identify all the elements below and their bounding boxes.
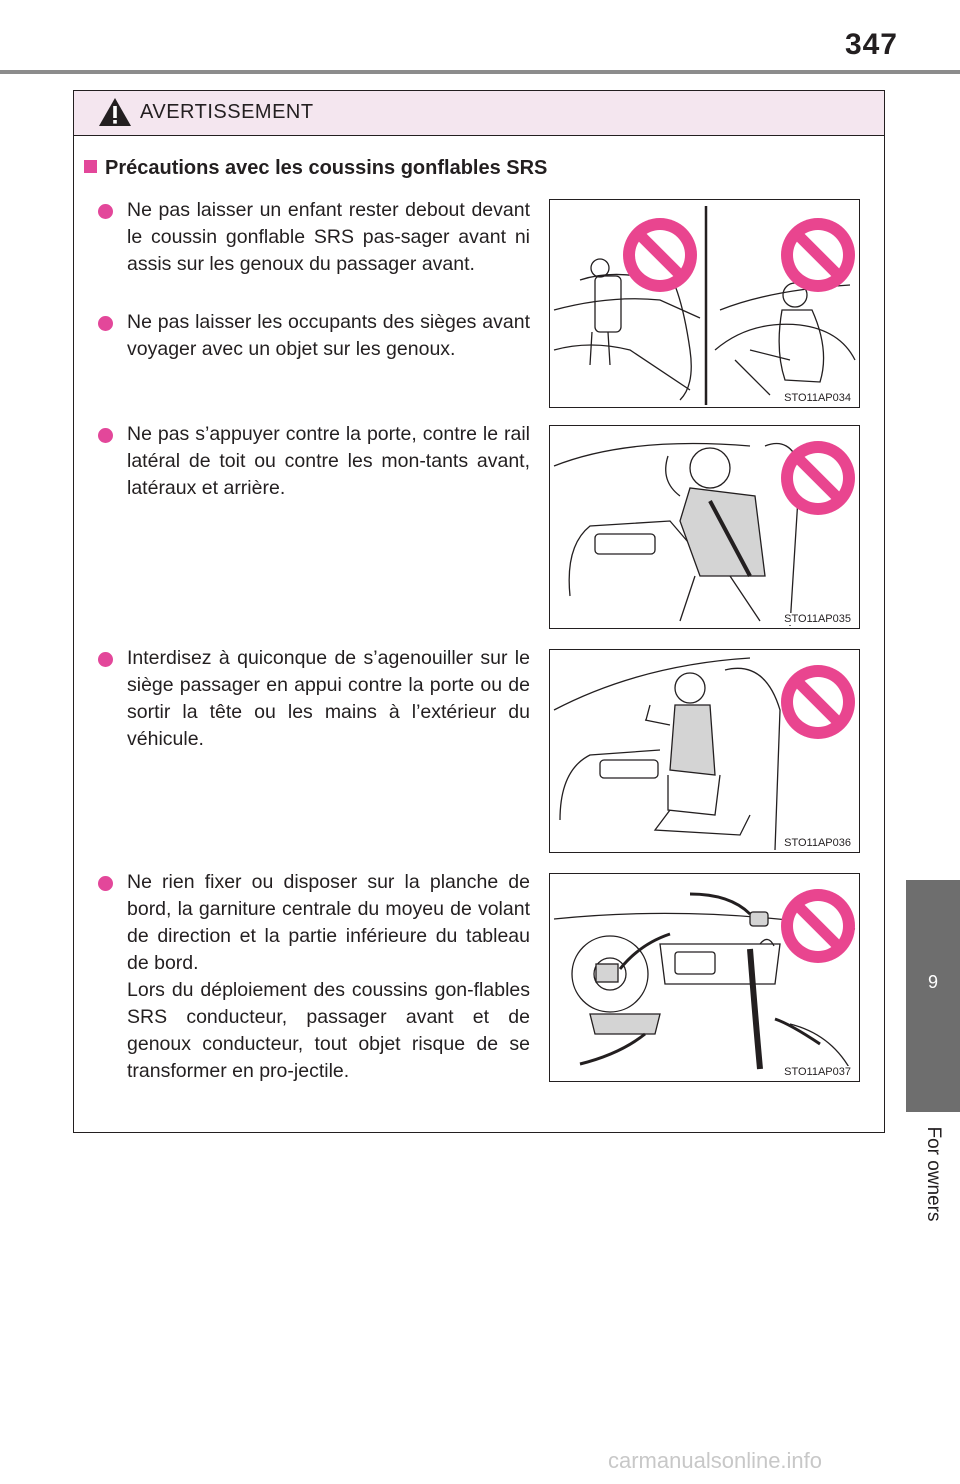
section-title-text: Précautions avec les coussins gonflables SRS [105,157,548,179]
warning-item [98,309,530,363]
figure-code: STO11AP034 [784,392,851,404]
chapter-number: 9 [927,972,938,992]
item-text: Interdisez à quiconque de s’agenouiller sur le siège passager en appui contre la porte ou de sortir la tête ou les mains à l’extérieur du véhicule. [127,647,530,750]
section-square-icon [84,160,97,173]
header-rule [0,70,960,74]
watermark: carmanualsonline.info [608,1448,823,1473]
illustration-dashboard-objects [549,873,860,1082]
chapter-label-box [905,1112,959,1242]
section-title [84,157,547,180]
bullet-icon [98,204,113,219]
prohibition-icon [781,441,855,515]
prohibition-icon [781,665,855,739]
illustration-leaning-door [549,425,860,629]
interior-line-art [550,650,860,853]
warning-item [98,197,530,278]
warning-header [74,91,884,136]
warning-item [98,421,530,502]
interior-line-art [550,200,860,408]
item-text: Ne pas laisser un enfant rester debout devant le coussin gonflable SRS pas-sager avant ni assis sur les genoux du passager avant. [127,199,530,275]
page-number: 347 [844,28,898,61]
bullet-icon [98,428,113,443]
figure-code: STO11AP036 [784,837,851,849]
item-text: Ne pas s’appuyer contre la porte, contre le rail latéral de toit ou contre les mon-tants avant, latéraux et arrière. [127,423,530,499]
chapter-tab [906,880,960,1112]
interior-line-art [550,874,860,1082]
figure-code: STO11AP035 [784,613,851,625]
warning-title: AVERTISSEMENT [140,101,314,123]
bullet-icon [98,652,113,667]
prohibition-icon [781,889,855,963]
item-text: Ne rien fixer ou disposer sur la planche de bord, la garniture centrale du moyeu de volant de direction et la partie inférieure du tableau de bord. [127,871,530,974]
prohibition-icon [623,218,697,292]
chapter-label: For owners [923,1126,944,1222]
warning-triangle-icon [98,97,132,127]
interior-line-art [550,426,860,629]
item-text: Ne pas laisser les occupants des sièges avant voyager avec un objet sur les genoux. [127,311,530,360]
warning-item [98,869,530,1085]
prohibition-icon [781,218,855,292]
warning-box [73,90,885,1133]
bullet-icon [98,876,113,891]
item-note: Lors du déploiement des coussins gon-flables SRS conducteur, passager avant et de genoux conducteur, tout objet risque de se transformer en pro-jectile. [127,979,530,1082]
illustration-kneeling-seat [549,649,860,853]
illustration-child-standing [549,199,860,408]
bullet-icon [98,316,113,331]
warning-item [98,645,530,753]
figure-code: STO11AP037 [784,1066,851,1078]
